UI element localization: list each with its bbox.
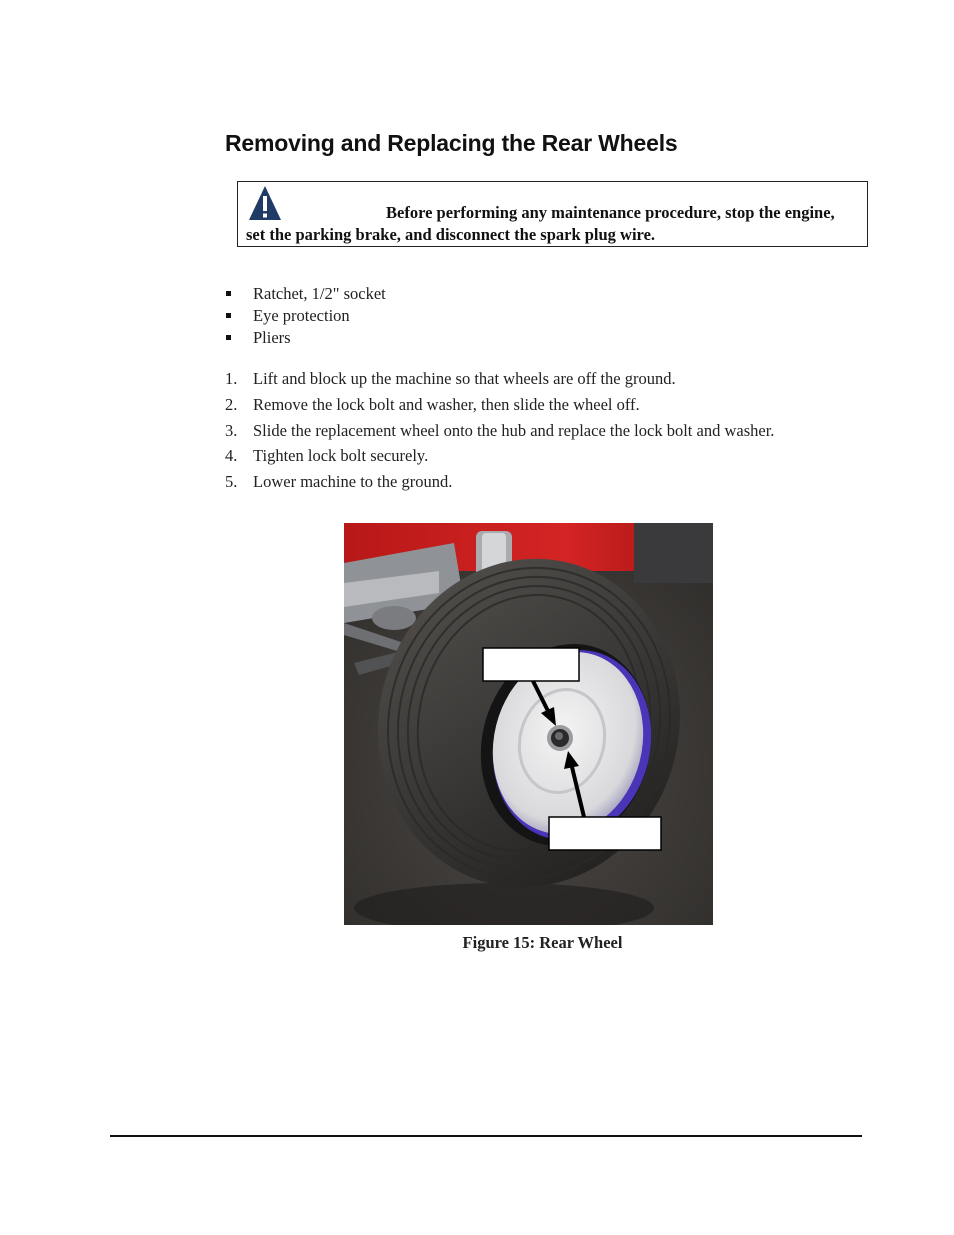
footer-divider xyxy=(110,1135,862,1137)
step-number: 1. xyxy=(225,369,238,388)
step-item: 1. Lift and block up the machine so that wheels are off the ground. xyxy=(225,369,676,388)
figure-caption: Figure 15: Rear Wheel xyxy=(462,933,623,952)
step-item: 4. Tighten lock bolt securely. xyxy=(225,446,429,466)
warning-box xyxy=(237,181,868,247)
step-item: 2. Remove the lock bolt and washer, then slide the wheel off. xyxy=(225,394,640,414)
page-title: Removing and Replacing the Rear Wheels xyxy=(225,130,678,156)
step-number: 5. xyxy=(225,472,238,492)
bullet-icon xyxy=(226,291,231,296)
bullet-icon xyxy=(226,313,231,318)
list-item: Pliers xyxy=(225,327,386,349)
tools-list xyxy=(225,283,386,349)
step-item: 5. Lower machine to the ground. xyxy=(225,472,453,492)
list-item: Eye protection xyxy=(225,305,386,327)
step-number: 4. xyxy=(225,446,238,466)
step-number: 2. xyxy=(225,394,238,414)
step-number: 3. xyxy=(225,420,238,440)
rear-wheel-photo xyxy=(344,523,713,925)
list-item: Ratchet, 1/2" socket xyxy=(225,283,386,305)
bullet-icon xyxy=(226,335,231,340)
warning-text: Before performing any maintenance procedure, stop the engine, set the parking brake, and disconnect the spark plug wire. xyxy=(246,203,835,244)
callout-box-top xyxy=(483,648,579,681)
steps-list xyxy=(225,368,774,497)
step-item: 3. Slide the replacement wheel onto the hub and replace the lock bolt and washer. xyxy=(225,420,775,440)
callout-box-bottom xyxy=(549,817,661,850)
